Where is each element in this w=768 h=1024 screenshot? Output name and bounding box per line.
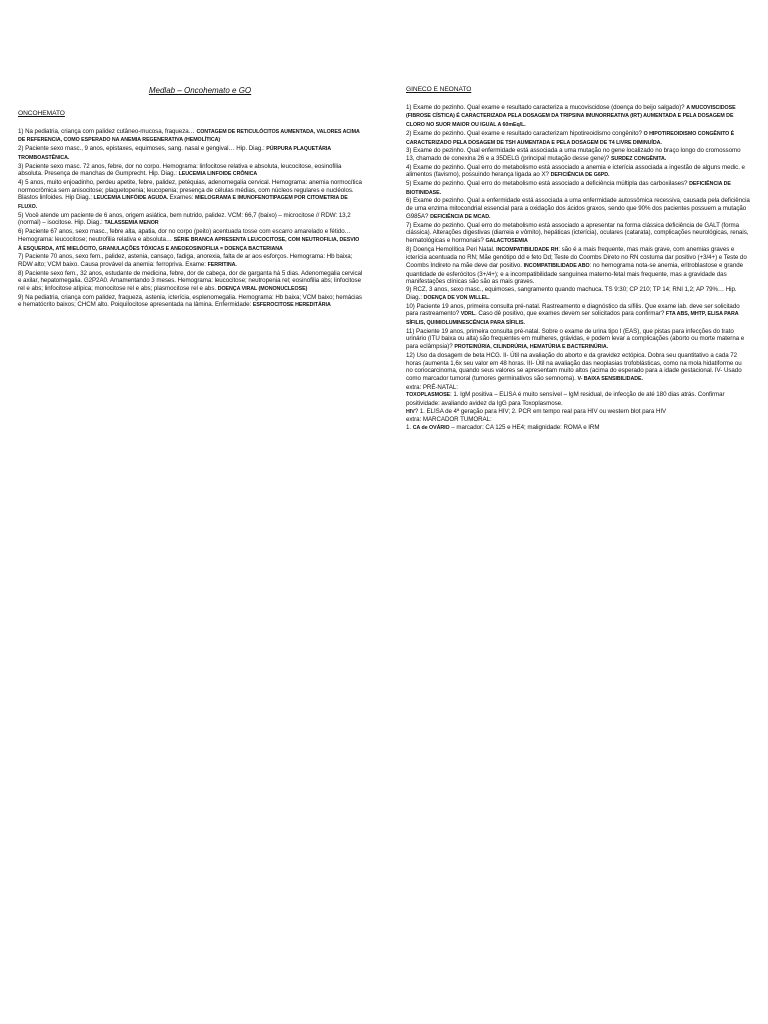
paragraph-answer: INCOMPATIBILIDADE ABO (523, 263, 590, 270)
paragraph-answer: HIV (406, 408, 415, 415)
paragraph-answer: O HIPOTIREOIDISMO CONGÊNITO É CARACTERIZADO PELA DOSAGEM DE TSH AUMENTADA E PELA DOSAGEM DE T4 LIVRE DIMINUÍDA. (406, 130, 735, 146)
paragraph-text: 2) Exame do pezinho. Qual exame e resultado caracterizam hipotireoidismo congênito? (406, 129, 644, 137)
paragraph-text: 9) Na pediatria, criança com palidez, fraqueza, astenia, icterícia, esplenomegalia. Hemograma: Hb baixa; VCM baixo; hemácias e hematócrito baixos; CHCM alto. Poiquilocitose apresentada na lâmina. Enfermidade: (18, 293, 362, 309)
section-heading-oncohemato: ONCOHEMATO (18, 110, 65, 117)
paragraph-answer: DEFICIÊNCIA DE BIOTINIDASE. (406, 181, 731, 196)
paragraph (406, 286, 750, 302)
paragraph-text: 5) Exame do pezinho. Qual erro do metabolismo está associado a deficiência múltipla das carboxilases? (406, 180, 690, 188)
paragraph-answer: TOXOPLASMOSE (406, 392, 451, 399)
paragraph-answer: TALASSEMIA MENOR (104, 220, 159, 227)
paragraph-text: Exames: (169, 194, 195, 202)
paragraph-text: – marcador: CA 125 e HE4; malignidade: ROMA e IRM (449, 424, 600, 432)
paragraph-text: 7) Paciente 70 anos, sexo fem., palidez, astenia, cansaço, fadiga, anorexia, falta de ar aos esforços. Hemograma: Hb baixa; RDW alto; VCM baixo. Causa provável da anemia: ferropriva. Exame: (18, 253, 353, 268)
paragraph-answer: A MUCOVISCIDOSE (FIBROSE CÍSTICA) É CARACTERIZADA PELA DOSAGEM DA TRIPSINA IMUNORREATIVA (IRT) AUMENTADA E PELA DOSAGEM DE CLORO NO SUOR MAIOR OU IGUAL A 60mEq/L. (406, 104, 736, 129)
paragraph (18, 179, 363, 212)
paragraph-answer: SURDEZ CONGÊNITA. (610, 155, 667, 162)
paragraph (406, 408, 750, 417)
paragraph-answer: FTA ABS, MHTP, ELISA PARA SÍFILIS, QUIMIOLUMINESCÊNCIA PARA SÍFILIS. (406, 311, 739, 326)
paragraph-answer: LEUCEMIA LINFÓIDE AGUDA. (93, 195, 170, 202)
paragraph (18, 294, 363, 310)
paragraph-answer: DOENÇA VIRAL (MONONUCLEOSE) (217, 286, 308, 293)
paragraph-text: 2) Paciente sexo masc., 9 anos, epistaxes, equimoses, sang. nasal e gengival… Hip. Diag.: (18, 145, 267, 153)
paragraph (406, 180, 750, 197)
paragraph-answer: ESFEROCITOSE HEREDITÁRIA (252, 302, 331, 309)
paragraph-answer: DOENÇA DE VON WILLEL. (423, 294, 490, 301)
left-paragraphs (18, 128, 363, 310)
paragraph-answer: V- BAIXA SENSIBILIDADE. (577, 375, 643, 382)
paragraph-text: : são é a mais frequente, mas mais grave, com anemias graves e icterícia acentuada no RN; Mãe genótipo dd e feto Dd; Teste do Coombs Direto no RN costuma dar positivo (+3/4+) e Teste do Coombs Indireto na mãe deve dar positivo. (406, 245, 747, 270)
right-paragraphs (406, 104, 750, 433)
paragraph (18, 253, 363, 269)
paragraph-text: 8) Paciente sexo fem., 32 anos, estudante de medicina, febre, dor de cabeça, dor de garganta há 5 dias. Adenomegalia cervical e axilar, hepatomegalia. G2P2A0. Amamentando 3 meses. Hemograma: leucocitose; neutropenia rel; eosinofilia abs; linfocitose rel e abs; linfocitose atípica; monocitose rel e abs; plasmocitose rel e abs. (18, 269, 363, 293)
paragraph (406, 104, 750, 130)
paragraph-answer: MIELOGRAMA E IMUNOFENOTIPAGEM POR CITOMETRIA DE FLUXO. (18, 195, 348, 211)
paragraph-text: extra: MARCADOR TUMORAL: (406, 416, 492, 424)
paragraph-answer: GALACTOSEMIA (485, 237, 528, 244)
section-heading-gineco-neonato: GINECO E NEONATO (406, 86, 472, 93)
paragraph-text: 1) Na pediatria, criança com palidez cutâneo-mucosa, fraqueza… (18, 127, 197, 135)
paragraph (406, 328, 750, 352)
right-column (406, 86, 750, 433)
paragraph (406, 303, 750, 328)
paragraph-text: 3) Exame do pezinho. Qual enfermidade está associada a uma mutação no gene localizado no braço longo do cromossomo 13, chamado de conexina 26 e a 35DELG (principal mutação desse gene)? (406, 147, 741, 162)
paragraph-answer: SÉRIE BRANCA APRESENTA LEUCOCITOSE, COM NEUTROFILIA, DESVIO À ESQUERDA, ATÉ MIELÓCITO, GRANULAÇÕES TÓXICAS E ANEOEOSINOFILIA = DOENÇA BACTERIANA (18, 236, 360, 252)
paragraph-text: 6) Exame do pezinho. Qual a enfermidade está associada a uma enfermidade autossômica recessiva, causada pela deficiência de uma enzima mitocondrial essencial para a oxidação dos ácidos graxos, sendo que 90% dos pacientes possuem a mutação G985A? (406, 197, 750, 220)
paragraph (406, 164, 750, 180)
paragraph-answer: VDRL (460, 311, 476, 318)
paragraph-text: 11) Paciente 19 anos, primeira consulta pré-natal. Sobre o exame de urina tipo I (EAS), que pistas para infecções do trato urinário (ITU baixa ou alta) são frequentes em mulheres, grávidas, e podem levar a complicações (aborto ou morte materna e para eclâmpsia)? (406, 327, 745, 351)
paragraph (406, 197, 750, 221)
paragraph-answer: PÚRPURA PLAQUETÁRIA TROMBOASTÊNICA. (18, 146, 331, 161)
paragraph-text: : no hemograma nota-se anemia, eritroblastose e grande quantidade de esferócitos (3+/4+); e a incompatibilidade sanguínea materno-fetal mais frequente, mas a gravidade das manifestações clínicas são são as mais graves. (406, 262, 744, 286)
paragraph-answer: FERRITINA. (207, 261, 237, 268)
paragraph-text: 3) Paciente sexo masc. 72 anos, febre, dor no corpo. Hemograma: linfocitose relativa e absoluta, leucocitose, eosinofilia absoluta. Presença de manchas de Gumprecht. Hip. Diag.: (18, 162, 342, 178)
paragraph (406, 384, 750, 392)
paragraph (406, 352, 750, 384)
paragraph-text: 6) Paciente 67 anos, sexo masc., febre alta, apatia, dor no corpo (peito) acentuada tosse com escarro amarelado e fétido… Hemograma: leucocitose; neutrofilia relativa e absoluta… (18, 228, 351, 243)
paragraph-text: . Caso dê positivo, que exames devem ser solicitados para confirmar? (475, 310, 666, 318)
paragraph (406, 246, 750, 287)
paragraph-answer: INCOMPATIBILIDADE RH (496, 246, 559, 253)
paragraph (18, 145, 363, 162)
paragraph-text: 1. (406, 424, 413, 432)
paragraph-text: : 1. IgM positiva – ELISA é muito sensível – IgM residual, de infecção de até 180 dias atrás. Confirmar positividade: avaliando avidez da IgG para Toxoplasmose. (406, 391, 725, 408)
paragraph-text: extra: PRÉ-NATAL: (406, 383, 458, 391)
paragraph (406, 416, 750, 424)
document-title: Medlab – Oncohemato e GO (148, 86, 252, 95)
paragraph-text: 12) Uso da dosagem de beta HCG. II- Útil na avaliação do aborto e da gravidez ectópica. Dobra seu quantitativo a cada 72 horas (aumenta 1,6x seu valor em 48 horas. III- Útil na avaliação das neoplasias trofoblásticas, como na mola hidatiforme ou no coriocarcinoma, quando seus valores se apresentam muito altos (acima do esperado para a idade gestacional. IV- Usado como marcador tumoral (tumores germinativos são semnoma). (406, 351, 742, 382)
paragraph (18, 163, 363, 179)
paragraph-text: 1) Exame do pezinho. Qual exame e resultado caracteriza a mucoviscidose (doença do beijo salgado)? (406, 103, 687, 111)
paragraph-text: 4) 5 anos, muito enjoadinho, perdeu apetite, febre, palidez, petéquias, adenomegalia cervical. Hemograma: anemia normocítica normocrômica sem anisocitose; plaquetopenia; leucopenia; presença de células médias, com núcleos regulares e nucléolos. Blastos linfoides. Hip Diag.: (18, 178, 362, 202)
paragraph (18, 228, 363, 253)
paragraph-text: 10) Paciente 19 anos, primeira consulta pré-natal. Rastreamento e diagnóstico da sífilis. Que exame lab. deve ser solicitado para rastreamento? (406, 302, 740, 318)
paragraph (18, 212, 363, 228)
paragraph-text: 4) Exame do pezinho. Qual erro do metabolismo está associado a anemia e icterícia associada a ingestão de alguns medic. e alimentos (favismo), possuindo herança ligada ao X? (406, 163, 745, 179)
paragraph (406, 424, 750, 433)
paragraph-answer: CA de OVÁRIO (412, 425, 450, 432)
paragraph (406, 147, 750, 163)
left-column (18, 110, 363, 310)
paragraph-answer: DEFICIÊNCIA DE MCAD. (430, 213, 491, 220)
paragraph-answer: PROTEINÚRIA, CILINDRÚRIA, HEMATÚRIA E BACTERINÚRIA. (454, 344, 609, 351)
paragraph (406, 391, 750, 407)
paragraph-text: 5) Você atende um paciente de 6 anos, origem asiática, bem nutrido, palidez. VCM: 66,7 (baixo) – microcitose // RDW: 13,2 (normal) – isocitose. Hip. Diag.: (18, 211, 351, 227)
paragraph-answer: DEFICIÊNCIA DE G6PD. (550, 172, 610, 179)
paragraph (18, 128, 363, 145)
paragraph-text: 8) Doença Hemolítica Peri Natal. (406, 245, 497, 253)
paragraph-text: 7) Exame do pezinho. Qual erro do metabolismo está associado a apresentar na forma clássica deficiência de GALT (forma clássica). Alterações digestivas (diarreia e vômito), hepáticas (icterícia), oculares (catarata), complicações neurológicas, renais, hematológicas e hormonais? (406, 221, 749, 244)
paragraph (18, 270, 363, 294)
paragraph-text: ? 1. ELISA de 4ª geração para HIV; 2. PCR em tempo real para HIV ou western blot para HIV (414, 407, 667, 415)
paragraph-answer: CONTAGEM DE RETICULÓCITOS AUMENTADA, VALORES ACIMA DE REFERENCIA, COMO ESPERADO NA ANEMIA REGENERATIVA (HEMOLÍTICA) (18, 128, 360, 144)
paragraph-answer: LEUCEMIA LINFOIDE CRÔNICA (178, 171, 258, 178)
paragraph (406, 222, 750, 246)
paragraph-text: 9) RCZ, 3 anos, sexo masc., equimoses, sangramento quando machuca. TS 9:30; CP 210; TP 14; RNI 1,2; AP 79%… Hip. Diag.: (406, 286, 737, 301)
paragraph (406, 130, 750, 147)
